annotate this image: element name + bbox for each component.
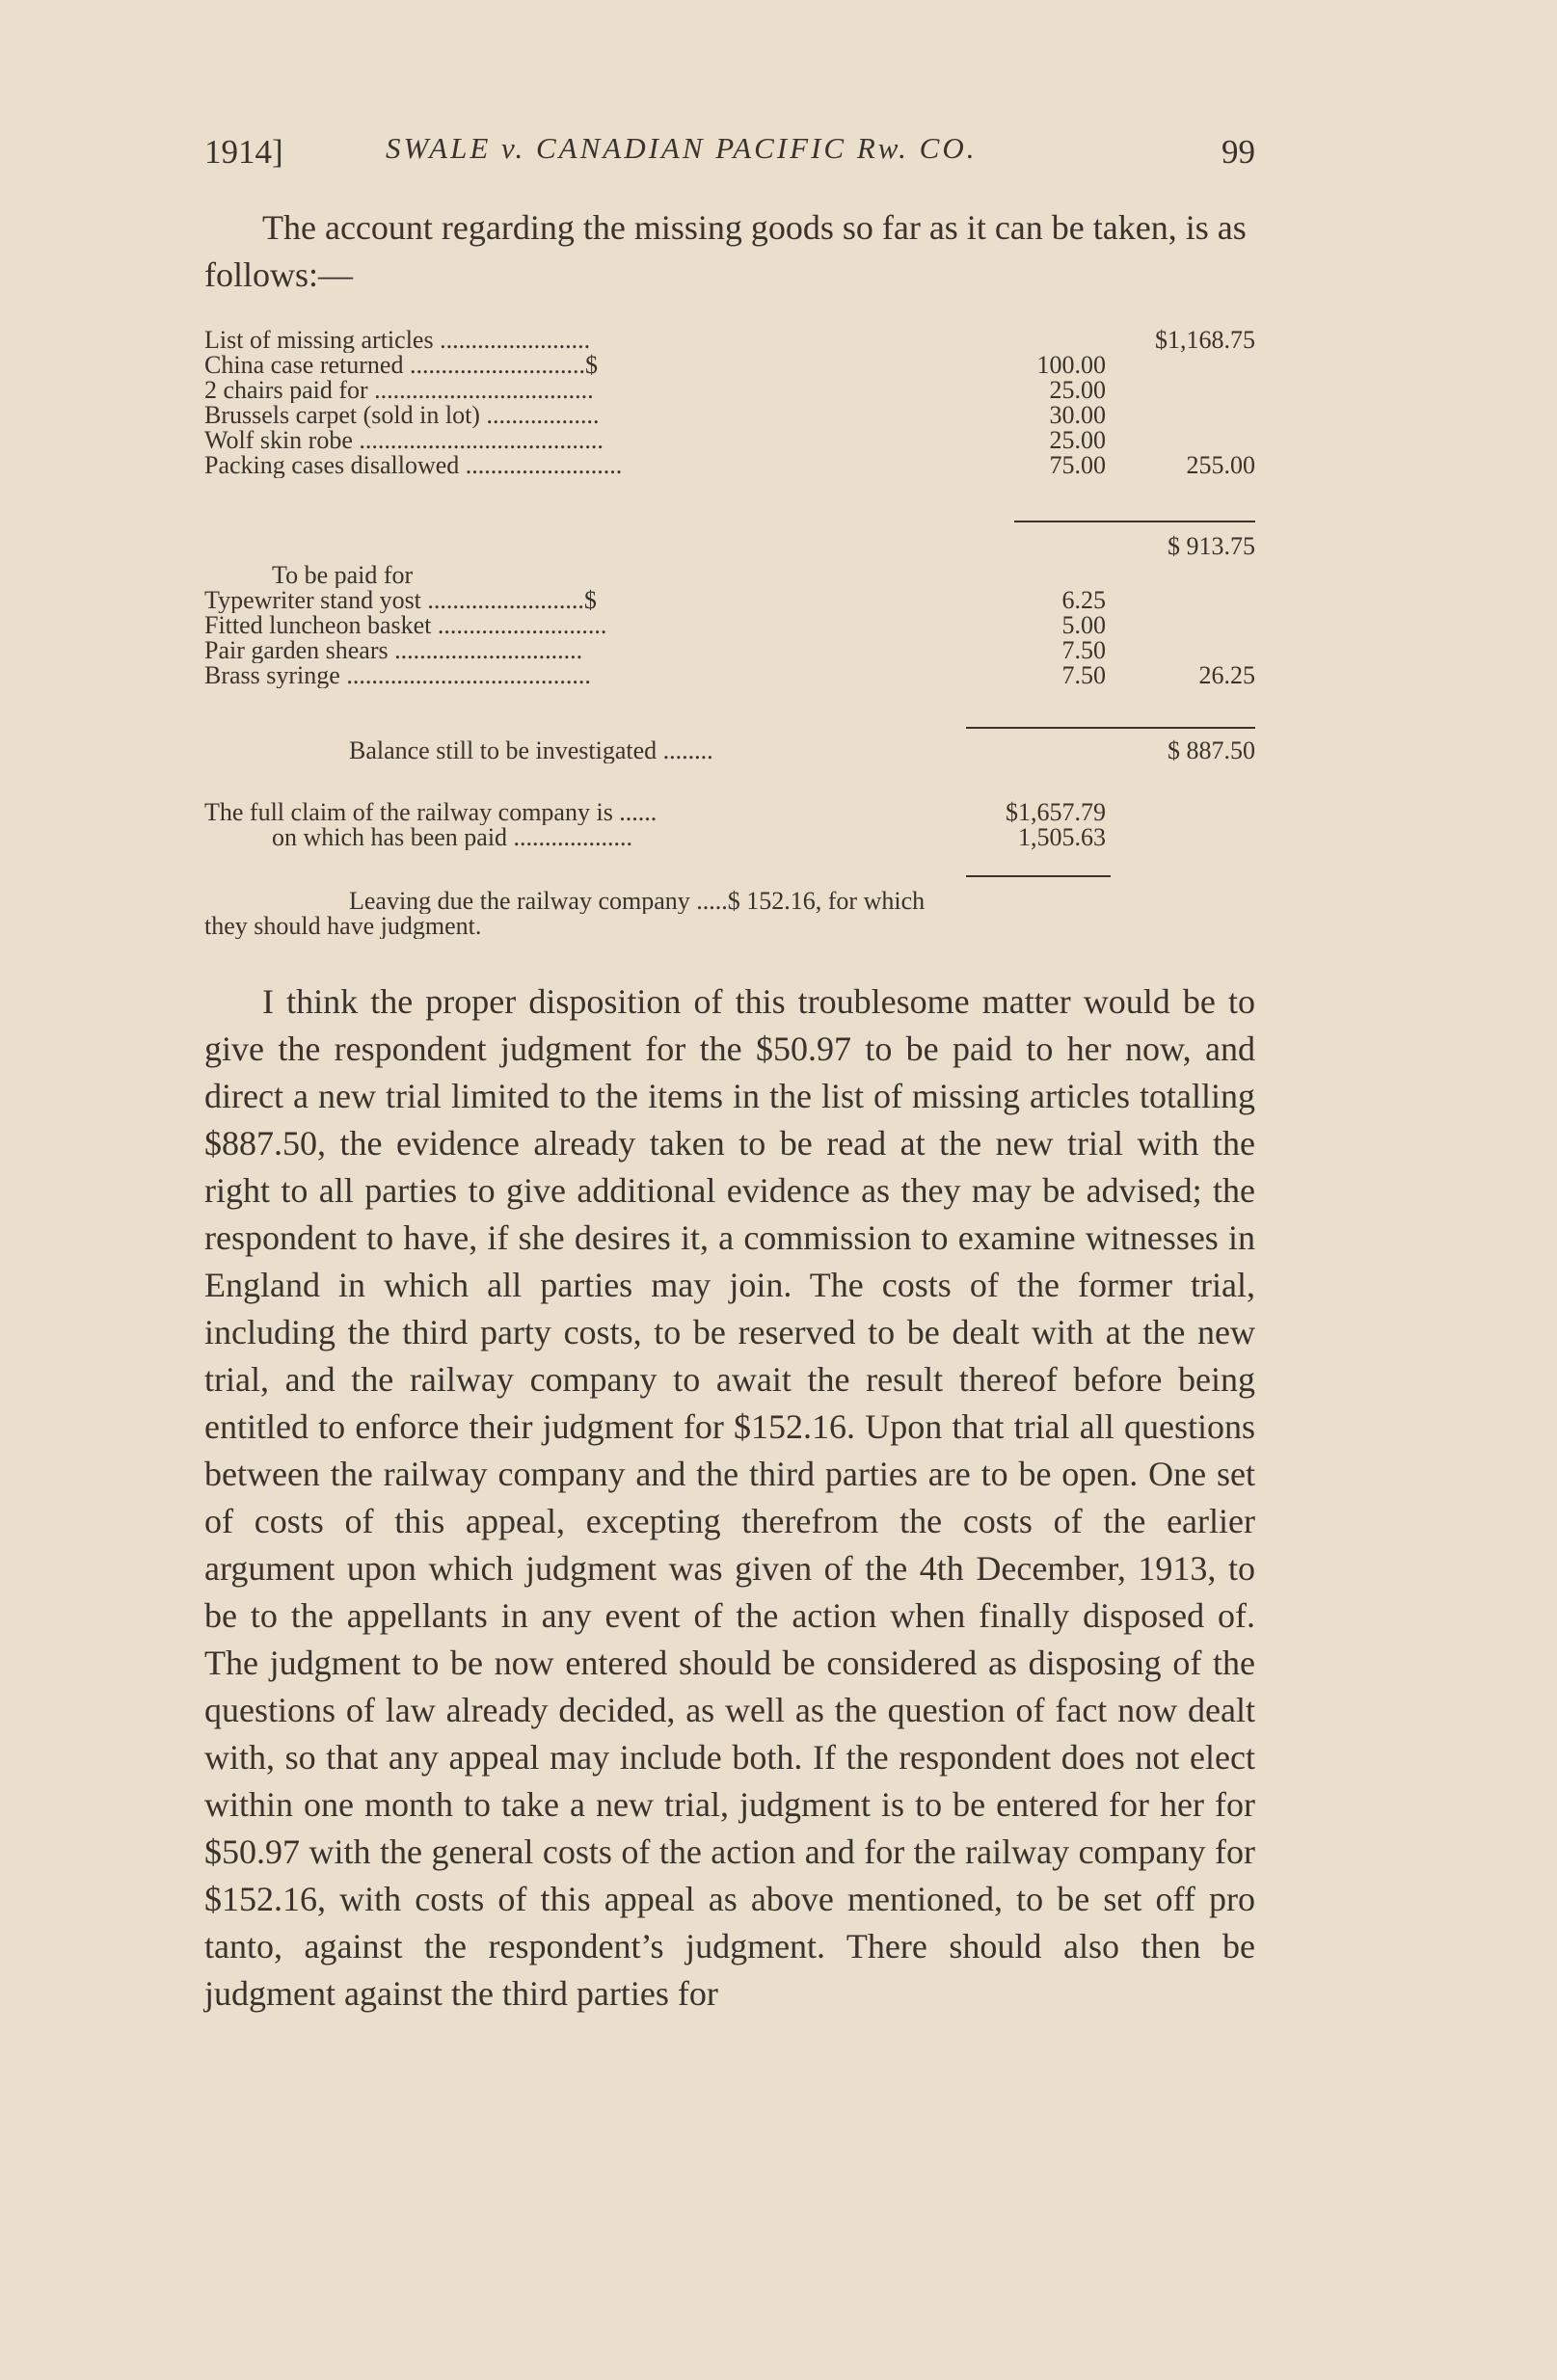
balance-value: $ 887.50 — [1168, 736, 1255, 764]
subtotal-row — [204, 534, 1255, 559]
row-label: 2 chairs paid for ................................... — [204, 378, 594, 403]
subtotal-rule — [1014, 521, 1255, 522]
row-amount: 7.50 — [1061, 636, 1106, 664]
leaving-line-2: they should have judgment. — [204, 914, 482, 939]
page-number: 99 — [1221, 133, 1255, 171]
row-label: China case returned ............................$ — [204, 353, 598, 378]
row-label: Typewriter stand yost .........................$ — [204, 588, 597, 613]
row-amount: 30.00 — [1049, 401, 1106, 429]
row-amount: 7.50 — [1061, 661, 1106, 689]
claim-row — [204, 800, 1255, 825]
paid-row — [204, 825, 1255, 850]
paid-item-row — [204, 588, 1255, 613]
deduction-row — [204, 378, 1255, 403]
paid-item-row — [204, 663, 1255, 688]
row-label: Brussels carpet (sold in lot) .................. — [204, 403, 600, 428]
row-label: Wolf skin robe ....................................... — [204, 428, 604, 453]
row-label: List of missing articles ........................ — [204, 328, 591, 353]
intro-paragraph: The account regarding the missing goods so far as it can be taken, is as follows:— — [204, 208, 1247, 294]
row-label: Pair garden shears .............................. — [204, 638, 583, 663]
deduction-row — [204, 403, 1255, 428]
row-amount: 25.00 — [1049, 426, 1106, 454]
row-amount: 5.00 — [1061, 611, 1106, 639]
balance-label: Balance still to be investigated ........ — [349, 738, 713, 763]
paid-item-row — [204, 613, 1255, 638]
leaving-row — [204, 889, 1255, 914]
leaving-rule — [966, 875, 1111, 877]
row-label: Packing cases disallowed ......................... — [204, 453, 623, 478]
paid-item-row — [204, 638, 1255, 663]
deduction-row — [204, 428, 1255, 453]
row-label: Brass syringe ....................................... — [204, 663, 591, 688]
row-amount: 100.00 — [1036, 351, 1106, 379]
leaving-row-cont — [204, 914, 1255, 939]
header-case-title: SWALE v. CANADIAN PACIFIC Rw. CO. — [386, 131, 978, 165]
deduction-row — [204, 453, 1255, 478]
running-header — [204, 127, 1255, 175]
row-label: Fitted luncheon basket ........................... — [204, 613, 607, 638]
row-total: 26.25 — [1198, 661, 1255, 689]
claim-value: $1,657.79 — [1006, 798, 1106, 826]
row-amount: 25.00 — [1049, 376, 1106, 404]
header-year: 1914] — [204, 133, 283, 171]
row-total: 255.00 — [1186, 451, 1255, 479]
subtotal-value: $ 913.75 — [1168, 532, 1255, 560]
row-total: $1,168.75 — [1155, 326, 1255, 354]
to-be-paid-heading: To be paid for — [272, 563, 414, 588]
balance-row — [204, 738, 1255, 763]
paid-label: on which has been paid ................... — [272, 825, 633, 850]
claim-label: The full claim of the railway company is ...... — [204, 800, 658, 825]
row-amount: 75.00 — [1049, 451, 1106, 479]
judgment-paragraph: I think the proper disposition of this troublesome matter would be to give the respondent judgment for the $50.97 to be paid to her now, and direct a new trial limited to the items in the list of missing articles totalling $887.50, the evidence already taken to be read at the new trial with the right to all parties to give additional evidence as they may be advised; the respondent to have, if she desires it, a commission to examine witnesses in England in which all parties may join. The costs of the former trial, including the third party costs, to be reserved to be dealt with at the new trial, and the railway company to await the result thereof before being entitled to enforce their judgment for $152.16. Upon that trial all questions between the railway company and the third parties are to be open. One set of costs of this appeal, excepting therefrom the costs of the earlier argument upon which judgment was given of the 4th December, 1913, to be to the appellants in any event of the action when finally disposed of. The judgment to be now entered should be considered as disposing of the questions of law already decided, as well as the question of fact now dealt with, so that any appeal may include both. If the respondent does not elect within one month to take a new trial, judgment is to be entered for her for $50.97 with the general costs of the action and for the railway company for $152.16, with costs of this appeal as above mentioned, to be set off pro tanto, against the respondent’s judgment. There should also then be judgment against the third parties for — [204, 982, 1255, 2013]
paid-value: 1,505.63 — [1018, 823, 1106, 851]
to-be-paid-heading-row — [204, 563, 1255, 588]
missing-list-row — [204, 328, 1255, 353]
row-amount: 6.25 — [1061, 586, 1106, 614]
leaving-line-1: Leaving due the railway company .....$ 152.16, for which — [349, 889, 926, 914]
deduction-row — [204, 353, 1255, 378]
balance-rule — [966, 727, 1255, 729]
